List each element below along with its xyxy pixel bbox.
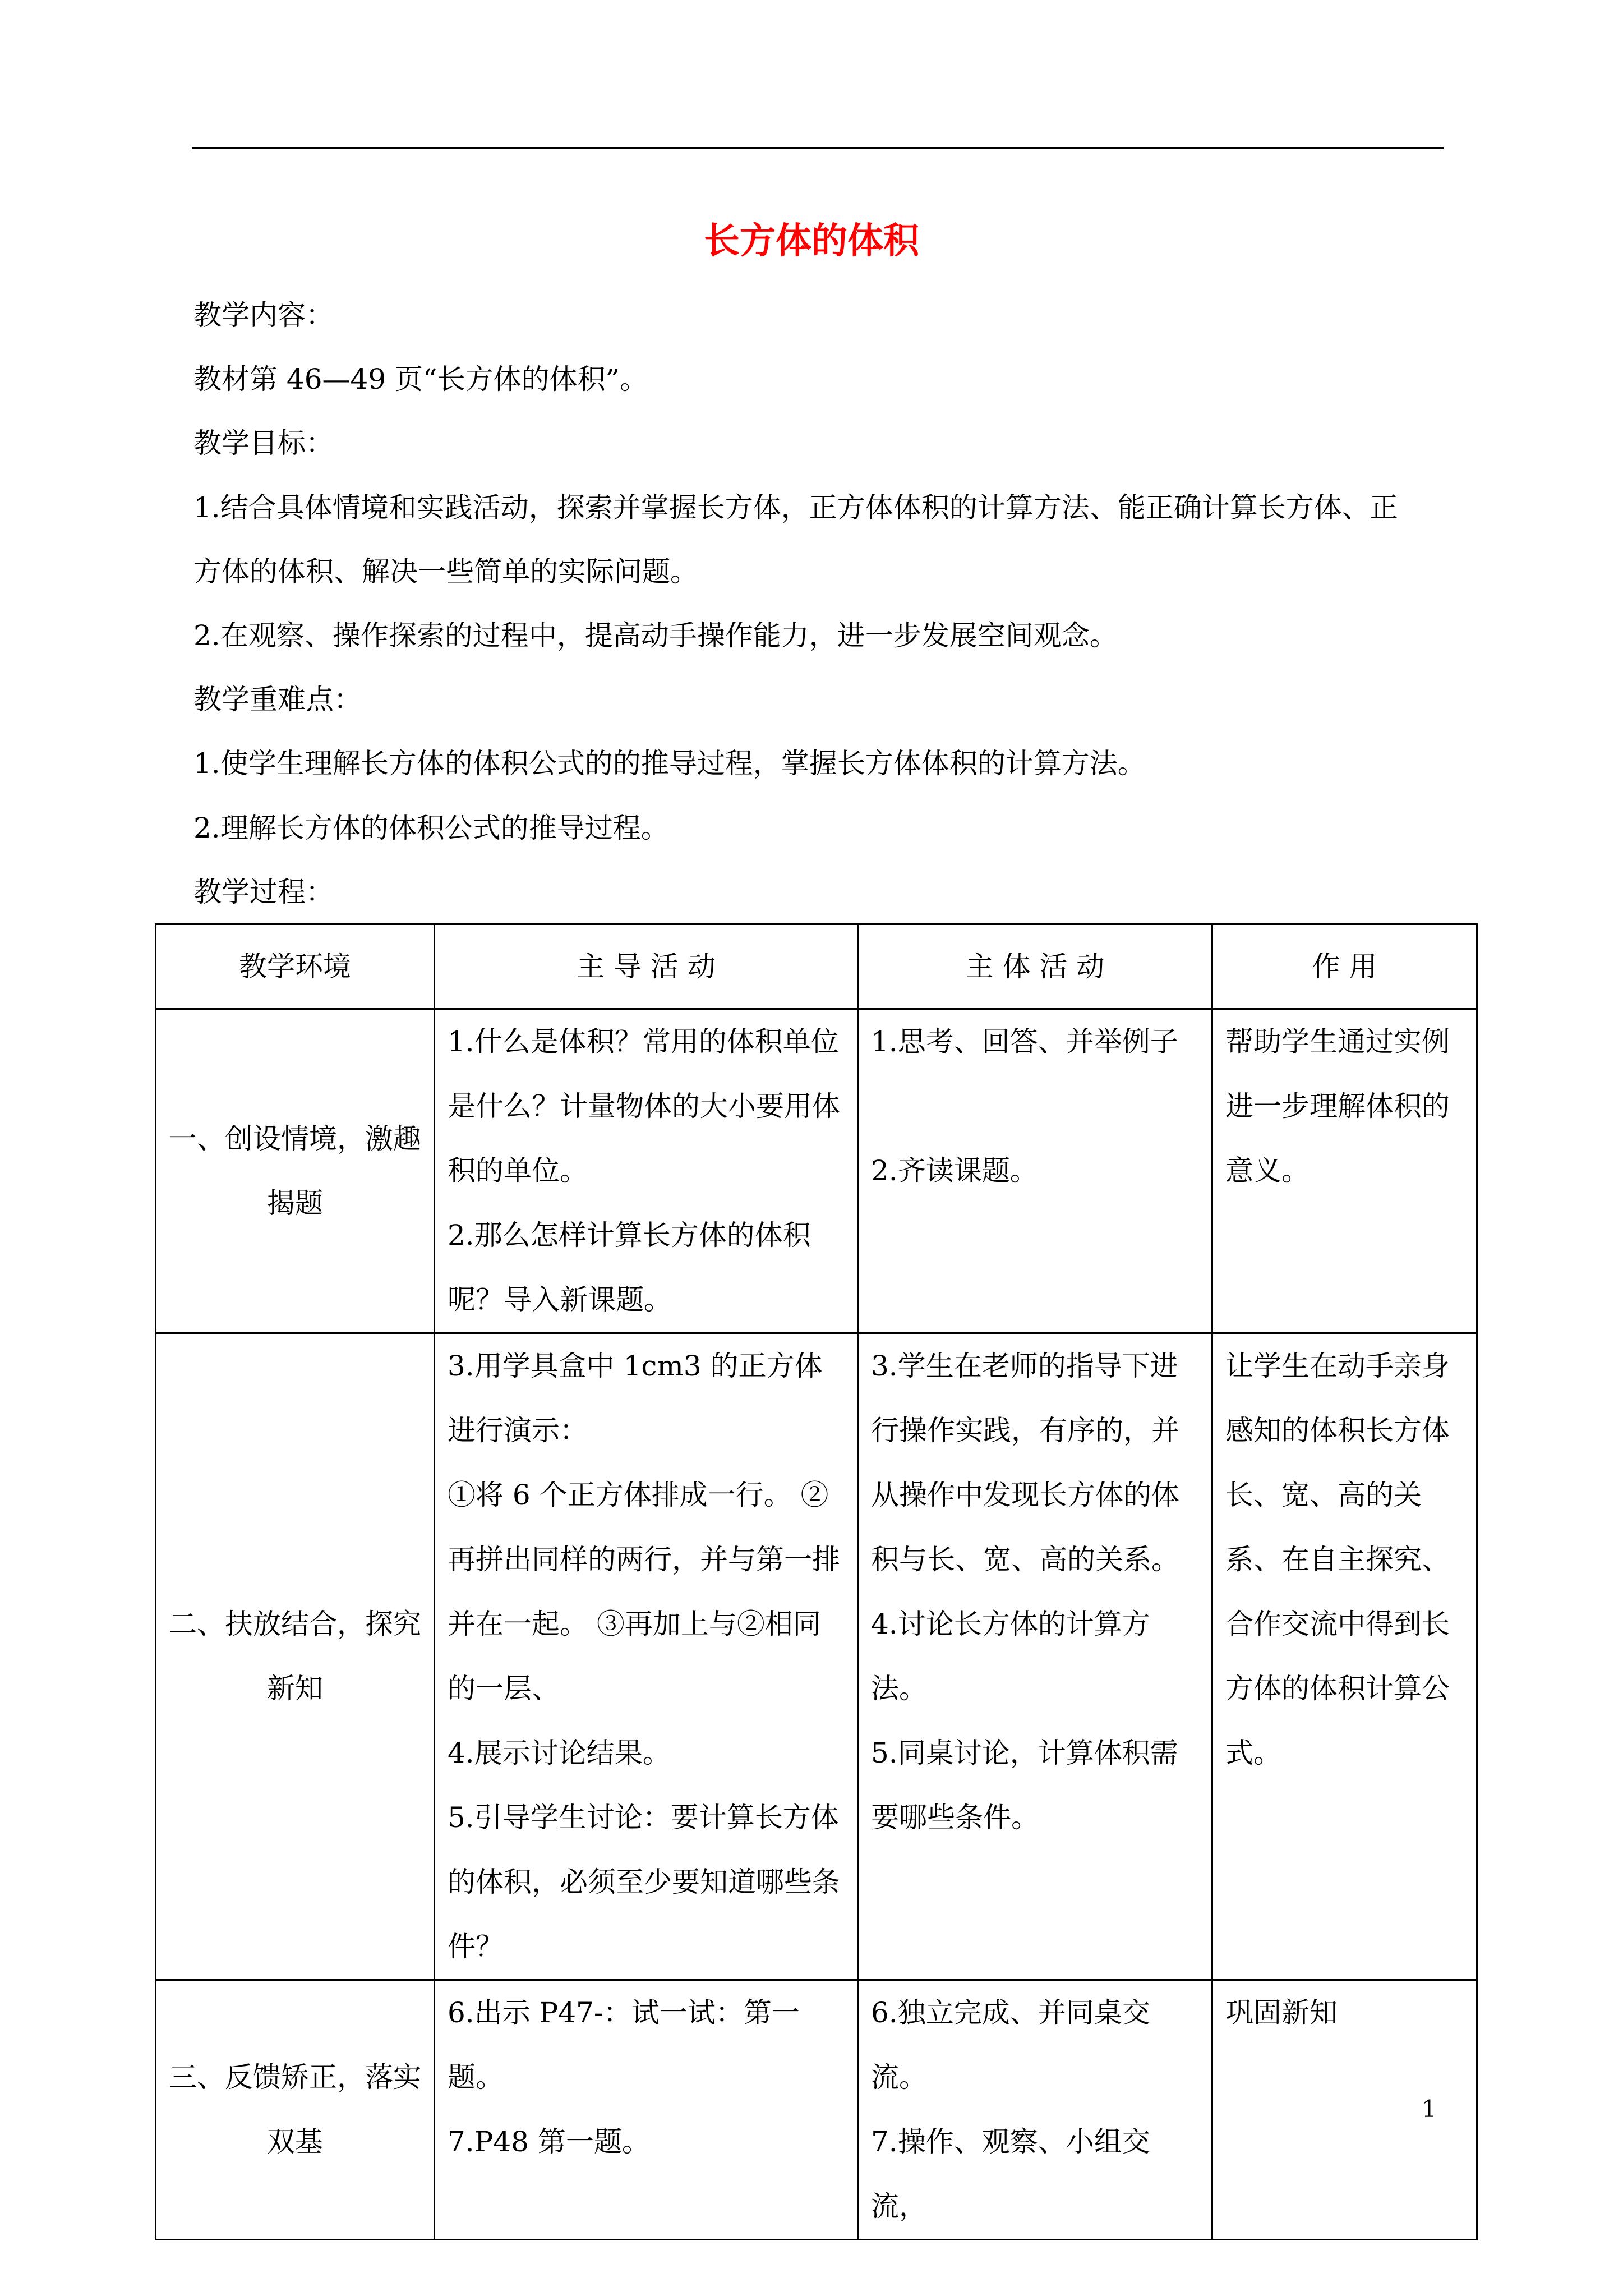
purpose-item: 巩固新知 (1225, 1996, 1338, 2029)
activity-item: 6.出示 P47-：试一试：第一题。 (448, 1996, 800, 2093)
table-row (156, 1009, 1477, 1333)
keypoint-line (193, 747, 1444, 780)
text-line: 2.理解长方体的体积公式的推导过程。 (193, 812, 669, 844)
objective-line (193, 491, 1444, 524)
student-activity-cell (858, 1009, 1212, 1333)
activity-item: 7.P48 第一题。 (448, 2125, 650, 2158)
purpose-cell (1212, 1980, 1477, 2240)
activity-item: 3.用学具盒中 1cm3 的正方体进行演示： (448, 1350, 823, 1447)
section-heading: 教学过程： (193, 876, 334, 908)
objective-line (193, 619, 1444, 652)
stage-cell: 二、扶放结合，探究新知 (156, 1333, 435, 1980)
student-activity-cell (858, 1333, 1212, 1980)
text-line: 1.使学生理解长方体的体积公式的的推导过程，掌握长方体体积的计算方法。 (193, 747, 1146, 780)
section-content (193, 299, 1444, 332)
header-cell: 主 导 活 动 (435, 924, 858, 1009)
header-cell: 作 用 (1212, 924, 1477, 1009)
activity-item: 1.思考、回答、并举例子 (871, 1025, 1178, 1058)
header-rule (192, 147, 1444, 149)
activity-item: ①将 6 个正方体排成一行。 ②再拼出同样的两行，并与第一排并在一起。 ③再加上与②相同的一层、 (448, 1479, 840, 1705)
activity-item: 3.学生在老师的指导下进行操作实践，有序的，并从操作中发现长方体的体积与长、宽、高的关系。 (871, 1350, 1179, 1576)
keypoint-line (193, 812, 1444, 844)
table-header-row (156, 924, 1477, 1009)
activity-item: 5.同桌讨论，计算体积需要哪些条件。 (871, 1737, 1178, 1834)
purpose-cell (1212, 1009, 1477, 1333)
section-keypoints (193, 683, 1444, 716)
activity-item: 4.讨论长方体的计算方法。 (871, 1608, 1150, 1705)
activity-item: 2.齐读课题。 (871, 1154, 1038, 1187)
page-title: 长方体的体积 (704, 220, 919, 262)
teacher-activity-cell (435, 1009, 858, 1333)
process-table (155, 923, 1478, 2240)
teacher-activity-cell (435, 1980, 858, 2240)
text-line: 教材第 46—49 页“长方体的体积”。 (193, 363, 648, 395)
table-row (156, 1333, 1477, 1980)
purpose-item: 让学生在动手亲身感知的体积长方体长、宽、高的关系、在自主探究、合作交流中得到长方体的体积计算公式。 (1225, 1350, 1450, 1769)
section-content-line (193, 363, 1444, 395)
activity-item: 7.操作、观察、小组交流， (871, 2125, 1150, 2223)
section-heading: 教学重难点： (193, 683, 362, 716)
header-cell: 主 体 活 动 (858, 924, 1212, 1009)
section-heading: 教学目标： (193, 427, 334, 459)
section-objectives (193, 427, 1444, 459)
section-heading: 教学内容： (193, 299, 334, 332)
section-process (193, 876, 1444, 908)
page-number: 1 (1422, 2095, 1437, 2123)
teacher-activity-cell (435, 1333, 858, 1980)
activity-item: 5.引导学生讨论：要计算长方体的体积，必须至少要知道哪些条件？ (448, 1801, 840, 1963)
text-line: 1.结合具体情境和实践活动，探索并掌握长方体，正方体体积的计算方法、能正确计算长方体、正 (193, 491, 1398, 524)
purpose-item: 帮助学生通过实例进一步理解体积的意义。 (1225, 1025, 1450, 1187)
activity-item: 6.独立完成、并同桌交流。 (871, 1996, 1150, 2093)
stage-cell: 一、创设情境，激趣揭题 (156, 1009, 435, 1333)
activity-item: 4.展示讨论结果。 (448, 1737, 671, 1769)
purpose-cell (1212, 1333, 1477, 1980)
student-activity-cell (858, 1980, 1212, 2240)
table-row (156, 1980, 1477, 2240)
text-line: 2.在观察、操作探索的过程中，提高动手操作能力，进一步发展空间观念。 (193, 619, 1118, 652)
activity-item: 2.那么怎样计算长方体的体积呢？导入新课题。 (448, 1219, 811, 1316)
header-cell: 教学环境 (156, 924, 435, 1009)
activity-item: 1.什么是体积？常用的体积单位是什么？计量物体的大小要用体积的单位。 (448, 1025, 840, 1187)
stage-cell: 三、反馈矫正，落实双基 (156, 1980, 435, 2240)
objective-line (193, 555, 1444, 588)
text-line: 方体的体积、解决一些简单的实际问题。 (193, 555, 698, 588)
